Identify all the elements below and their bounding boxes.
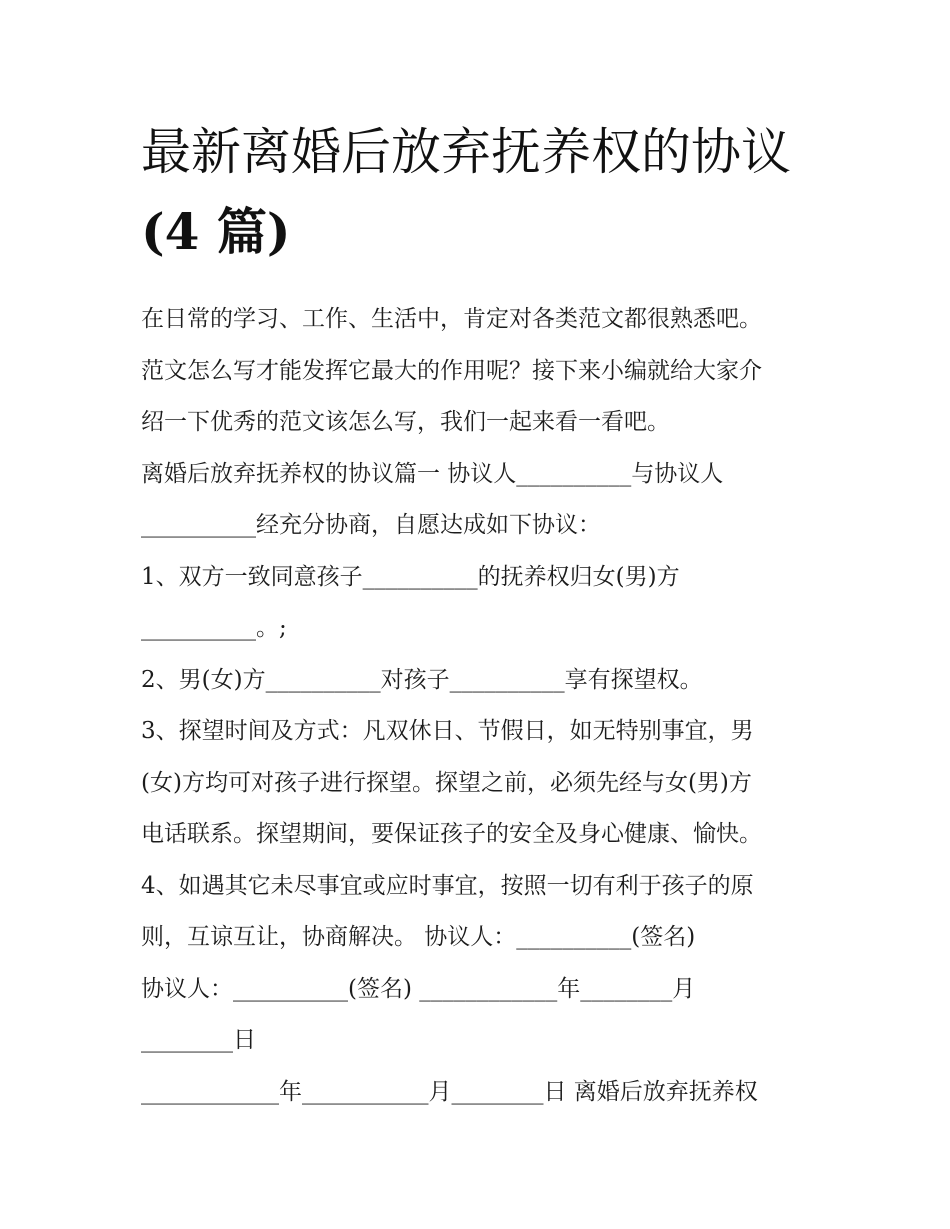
- body-line: 绍一下优秀的范文该怎么写，我们一起来看一看吧。: [141, 409, 670, 435]
- title-line-2: (4 篇): [141, 202, 291, 261]
- body-line: ________日: [141, 1027, 256, 1053]
- body-line: 3、探望时间及方式：凡双休日、节假日，如无特别事宜，男: [141, 718, 754, 744]
- title-line-1: 最新离婚后放弃抚养权的协议: [141, 123, 791, 181]
- document-body: [141, 294, 821, 1118]
- body-line: __________。;: [141, 615, 287, 641]
- body-line: 范文怎么写才能发挥它最大的作用呢？接下来小编就给大家介: [141, 357, 762, 384]
- body-line: (女)方均可对孩子进行探望。探望之前，必须先经与女(男)方: [141, 769, 752, 796]
- body-line: 在日常的学习、工作、生活中，肯定对各类范文都很熟悉吧。: [141, 306, 762, 332]
- body-line: 则，互谅互让，协商解决。 协议人：__________(签名): [141, 924, 696, 950]
- body-line: __________经充分协商，自愿达成如下协议：: [141, 512, 601, 538]
- body-line: 2、男(女)方__________对孩子__________享有探望权。: [141, 666, 703, 693]
- body-line: 离婚后放弃抚养权的协议篇一 协议人__________与协议人: [141, 460, 724, 487]
- body-line: ____________年___________月________日 离婚后放弃抚养权: [141, 1078, 758, 1105]
- body-line: 4、如遇其它未尽事宜或应时事宜，按照一切有利于孩子的原: [141, 872, 754, 899]
- body-line: 1、双方一致同意孩子__________的抚养权归女(男)方: [141, 563, 680, 590]
- body-line: 电话联系。探望期间，要保证孩子的安全及身心健康、愉快。: [141, 821, 762, 847]
- document-page: [141, 112, 821, 1118]
- body-line: 协议人：__________(签名) ____________年________月: [141, 975, 696, 1002]
- document-title: [141, 112, 821, 272]
